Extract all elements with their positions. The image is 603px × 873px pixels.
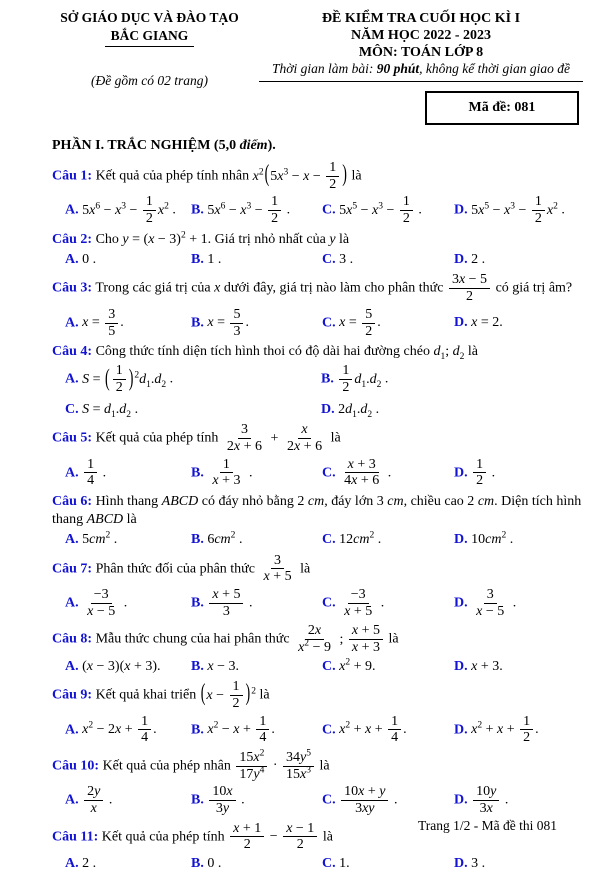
answer-options bbox=[52, 363, 583, 418]
text-run: . bbox=[245, 595, 253, 611]
math-expression: (x − $\frac{1}{2}$ )$^2$ bbox=[200, 679, 256, 711]
exam-title-line2: NĂM HỌC 2022 - 2023 bbox=[351, 28, 491, 44]
answer-key: C. bbox=[322, 532, 336, 548]
text-run: . bbox=[501, 792, 509, 808]
answer-option-b bbox=[191, 855, 318, 873]
text-run: . bbox=[557, 202, 565, 218]
answer-key: C. bbox=[322, 722, 336, 738]
math-expression: $\frac{2y}{x}$ bbox=[82, 793, 105, 808]
answer-option-c bbox=[322, 251, 450, 269]
question-10 bbox=[52, 750, 583, 817]
math-expression: $5x^6 - x^3$ − $\frac{1}{2}$ $x^2$ bbox=[82, 194, 169, 227]
answer-option-d bbox=[454, 251, 583, 269]
question-label: Câu 9: bbox=[52, 687, 93, 703]
question-text bbox=[52, 679, 583, 711]
math-expression: $\frac{3}{2x + 6}$ + $\frac{x}{2x + 6}$ bbox=[226, 422, 323, 454]
exam-title-line1: ĐỀ KIỂM TRA CUỐI HỌC KÌ I bbox=[321, 11, 521, 26]
answer-key: A. bbox=[65, 792, 79, 808]
math-expression: y bbox=[329, 231, 336, 247]
math-expression: $5x^5 - x^3$ − $\frac{1}{2}$ bbox=[339, 203, 415, 218]
exam-code-box bbox=[425, 91, 579, 125]
answer-option-a bbox=[65, 457, 187, 489]
duration-suffix: , không kể thời gian giao đề bbox=[419, 61, 570, 77]
math-expression: x = 2. bbox=[471, 315, 503, 331]
question-3 bbox=[52, 272, 583, 339]
text-run: 1. bbox=[339, 856, 350, 872]
answer-key: B. bbox=[191, 658, 204, 674]
answer-option-c bbox=[322, 714, 450, 746]
math-expression: $x^2 - 2x$ + $\frac{1}{4}$ . bbox=[82, 713, 157, 746]
text-run: 0 . bbox=[207, 856, 222, 872]
answer-option-d bbox=[454, 784, 583, 816]
question-label: Câu 1: bbox=[52, 168, 93, 184]
answer-option-d bbox=[454, 587, 583, 619]
answer-key: B. bbox=[191, 464, 204, 480]
answer-option-b bbox=[191, 251, 318, 269]
text-run: là bbox=[384, 631, 399, 647]
text-run: . bbox=[166, 371, 174, 387]
math-expression: x bbox=[214, 280, 221, 296]
answer-key: C. bbox=[322, 202, 336, 218]
text-run: là bbox=[123, 512, 137, 528]
answer-option-b bbox=[191, 307, 318, 339]
question-text bbox=[52, 422, 583, 454]
answer-key: B. bbox=[191, 856, 204, 872]
answer-key: A. bbox=[65, 371, 79, 387]
answer-key: A. bbox=[65, 202, 79, 218]
math-expression: $\frac{3}{x + 5}$ bbox=[263, 552, 292, 585]
math-expression: S = ( $\frac{1}{2}$ )$^2d_1.d_2$ bbox=[82, 363, 167, 396]
answer-option-a bbox=[65, 784, 187, 816]
answer-key: C. bbox=[322, 315, 336, 331]
math-expression: $\frac{15x^2}{17y^4}$ · $\frac{34y^5}{15x^3}$ bbox=[234, 758, 316, 773]
question-label: Câu 2: bbox=[52, 231, 93, 247]
text-run: Kết quả của phép tính bbox=[101, 829, 229, 845]
text-run: có giá trị âm? bbox=[492, 280, 573, 296]
question-label: Câu 4: bbox=[52, 344, 93, 360]
answer-options bbox=[52, 587, 583, 619]
answer-option-c bbox=[322, 784, 450, 816]
answer-option-c bbox=[322, 194, 450, 226]
duration-prefix: Thời gian làm bài: bbox=[272, 61, 377, 77]
exam-title-line3: MÔN: TOÁN LỚP 8 bbox=[358, 45, 484, 61]
exam-title-block bbox=[259, 10, 583, 125]
text-run: có đáy nhỏ bằng 2 bbox=[198, 493, 308, 509]
text-run: . bbox=[506, 532, 514, 548]
answer-option-d bbox=[454, 531, 583, 549]
text-run: . bbox=[120, 595, 128, 611]
answer-key: D. bbox=[454, 792, 468, 808]
answer-option-a bbox=[65, 855, 187, 873]
text-run: là bbox=[316, 758, 330, 774]
text-run: 2 . bbox=[82, 856, 97, 872]
math-expression: x + 3. bbox=[471, 658, 503, 674]
math-expression: $\frac{1}{2}$ bbox=[471, 465, 488, 480]
text-run: Mẫu thức chung của hai phân thức bbox=[95, 631, 294, 647]
text-run: Kết quả khai triển bbox=[95, 687, 200, 703]
text-run: , đáy lớn 3 bbox=[324, 493, 388, 509]
answer-key: D. bbox=[454, 722, 468, 738]
question-text bbox=[52, 160, 583, 192]
answer-key: B. bbox=[191, 722, 204, 738]
answer-key: A. bbox=[65, 532, 79, 548]
text-run: . bbox=[384, 464, 392, 480]
answer-key: A. bbox=[65, 251, 79, 267]
text-run: Phân thức đối của phân thức bbox=[95, 561, 259, 577]
answer-option-a bbox=[65, 587, 187, 619]
text-run: là bbox=[347, 168, 362, 184]
text-run: . Diện tích hình thang bbox=[52, 493, 582, 528]
question-label: Câu 5: bbox=[52, 430, 93, 446]
math-expression: $\frac{10x}{3y}$ bbox=[207, 793, 237, 808]
answer-option-b bbox=[191, 587, 318, 619]
exam-code-label: Mã đề: 081 bbox=[468, 100, 536, 116]
answer-options bbox=[52, 784, 583, 816]
text-run: Công thức tính diện tích hình thoi có độ dài hai đường chéo bbox=[95, 344, 434, 360]
question-label: Câu 8: bbox=[52, 631, 93, 647]
answer-key: C. bbox=[322, 464, 336, 480]
math-expression: x − 3. bbox=[207, 658, 239, 674]
math-expression: $\frac{3x - 5}{2}$ bbox=[447, 281, 492, 296]
answer-key: B. bbox=[321, 371, 334, 387]
text-run: là bbox=[296, 561, 311, 577]
math-expression: cm bbox=[387, 493, 404, 509]
answer-key: B. bbox=[191, 595, 204, 611]
question-text bbox=[52, 623, 583, 655]
math-expression: $10cm^2$ bbox=[471, 530, 507, 548]
section-title-text: PHẦN I. TRẮC NGHIỆM (5,0 bbox=[52, 138, 240, 154]
answer-key: A. bbox=[65, 722, 79, 738]
math-expression: $\frac{10x + y}{3xy}$ bbox=[339, 793, 390, 808]
math-expression: $x^2 - x$ + $\frac{1}{4}$ . bbox=[207, 713, 275, 746]
section-title bbox=[52, 138, 583, 154]
question-2 bbox=[52, 231, 583, 269]
math-expression: x = $\frac{5}{2}$ . bbox=[339, 306, 381, 339]
text-run: . bbox=[374, 532, 382, 548]
answer-key: C. bbox=[322, 658, 336, 674]
answer-key: A. bbox=[65, 315, 79, 331]
answer-key: C. bbox=[322, 856, 336, 872]
answer-options bbox=[52, 714, 583, 746]
math-expression: $d_1$; $d_2$ bbox=[433, 344, 465, 362]
math-expression: $\frac{1}{2}$ $d_1.d_2$ bbox=[337, 372, 381, 387]
answer-options bbox=[52, 531, 583, 549]
question-1 bbox=[52, 160, 583, 227]
text-run: . bbox=[377, 595, 385, 611]
question-9 bbox=[52, 679, 583, 746]
math-expression: ABCD bbox=[86, 512, 124, 528]
question-text bbox=[52, 272, 583, 304]
text-run: . bbox=[390, 792, 398, 808]
exam-duration-line bbox=[259, 61, 583, 82]
answer-option-a bbox=[65, 531, 187, 549]
text-run: . bbox=[168, 202, 176, 218]
question-label: Câu 11: bbox=[52, 829, 99, 845]
answer-key: D. bbox=[454, 251, 468, 267]
answer-option-a bbox=[65, 714, 187, 746]
question-7 bbox=[52, 553, 583, 620]
header bbox=[52, 10, 583, 125]
text-run: . Giá trị nhỏ nhất của bbox=[207, 231, 330, 247]
math-expression: $x^2 + 9$. bbox=[339, 657, 376, 674]
text-run: là bbox=[255, 687, 270, 703]
answer-key: D. bbox=[454, 595, 468, 611]
page-footer: Trang 1/2 - Mã đề thi 081 bbox=[418, 818, 557, 833]
text-run: Kết quả của phép tính nhân bbox=[95, 168, 253, 184]
answer-option-a bbox=[65, 251, 187, 269]
answer-option-d bbox=[454, 714, 583, 746]
answer-key: A. bbox=[65, 658, 79, 674]
text-run: . bbox=[110, 532, 118, 548]
answer-option-c bbox=[65, 401, 317, 419]
math-expression: $y = (x - 3)^2 + 1$ bbox=[122, 230, 208, 247]
text-run: dưới đây, giá trị nào làm cho phân thức bbox=[220, 280, 447, 296]
answer-key: A. bbox=[65, 464, 79, 480]
question-text bbox=[52, 493, 583, 529]
math-expression: $S = d_1.d_2$ bbox=[82, 401, 132, 420]
issuer-province-wrap bbox=[52, 28, 247, 47]
answer-option-b bbox=[191, 531, 318, 549]
answer-key: D. bbox=[454, 202, 468, 218]
answer-key: D. bbox=[454, 315, 468, 331]
answer-key: C. bbox=[322, 251, 336, 267]
question-5 bbox=[52, 422, 583, 489]
answer-option-c bbox=[322, 658, 450, 676]
answer-option-c bbox=[322, 457, 450, 489]
text-run: . bbox=[131, 401, 139, 417]
question-text bbox=[52, 553, 583, 585]
question-text bbox=[52, 750, 583, 782]
text-run: . bbox=[237, 792, 245, 808]
answer-option-d bbox=[454, 855, 583, 873]
question-4 bbox=[52, 343, 583, 418]
text-run: Trong các giá trị của bbox=[95, 280, 215, 296]
question-text bbox=[52, 343, 583, 361]
text-run: 2 . bbox=[471, 251, 486, 267]
answer-option-d bbox=[454, 658, 583, 676]
text-run: . bbox=[283, 202, 291, 218]
math-expression: cm bbox=[477, 493, 495, 509]
answer-key: D. bbox=[454, 532, 468, 548]
math-expression: (x − 3)(x + 3). bbox=[82, 658, 161, 674]
math-expression: $\frac{x + 3}{4x + 6}$ bbox=[344, 456, 380, 489]
math-expression: $\frac{x + 1}{2}$ − $\frac{x - 1}{2}$ bbox=[228, 829, 319, 844]
answer-option-d bbox=[454, 194, 583, 226]
math-expression: x = $\frac{5}{3}$ . bbox=[207, 306, 249, 339]
answer-option-c bbox=[322, 307, 450, 339]
text-run: là bbox=[464, 344, 479, 360]
issuer-name: SỞ GIÁO DỤC VÀ ĐÀO TẠO bbox=[60, 10, 239, 25]
math-expression: $\frac{1}{4}$ bbox=[82, 465, 99, 480]
answer-options bbox=[52, 194, 583, 226]
question-label: Câu 7: bbox=[52, 561, 93, 577]
answer-key: B. bbox=[191, 792, 204, 808]
text-run: 1 . bbox=[207, 251, 222, 267]
math-expression: $\frac{10y}{3x}$ bbox=[471, 793, 501, 808]
text-run: là bbox=[319, 829, 333, 845]
answer-key: B. bbox=[191, 315, 204, 331]
question-text bbox=[52, 231, 583, 249]
section-title-suffix: ). bbox=[267, 138, 276, 154]
math-expression: $\frac{3}{x - 5}$ bbox=[476, 587, 505, 619]
answer-option-c bbox=[322, 855, 450, 873]
answer-key: B. bbox=[191, 202, 204, 218]
math-expression: $\frac{-3}{x - 5}$ bbox=[87, 587, 116, 619]
text-run: Kết quả của phép tính bbox=[95, 430, 222, 446]
issuer-block bbox=[52, 10, 247, 125]
answer-option-b bbox=[191, 784, 318, 816]
answer-key: C. bbox=[65, 401, 79, 417]
text-run: . bbox=[372, 401, 380, 417]
answer-key: D. bbox=[454, 856, 468, 872]
answer-options bbox=[52, 457, 583, 489]
text-run: là bbox=[327, 430, 341, 446]
answer-options bbox=[52, 855, 583, 873]
text-run: Kết quả của phép nhân bbox=[102, 758, 235, 774]
section-title-em: điểm bbox=[239, 138, 268, 154]
text-run: . bbox=[414, 202, 422, 218]
text-run: 0 . bbox=[82, 251, 97, 267]
answer-options bbox=[52, 307, 583, 339]
math-expression: $x^2 + x$ + $\frac{1}{2}$ . bbox=[471, 713, 539, 746]
text-run: . bbox=[509, 595, 517, 611]
answer-option-b bbox=[191, 658, 318, 676]
answer-option-d bbox=[454, 457, 583, 489]
math-expression: $5cm^2$ bbox=[82, 530, 111, 548]
text-run: Hình thang bbox=[95, 493, 162, 509]
math-expression: $5x^6 - x^3$ − $\frac{1}{2}$ bbox=[207, 203, 283, 218]
math-expression: $2d_1.d_2$ bbox=[338, 401, 373, 420]
answer-key: D. bbox=[454, 658, 468, 674]
answer-key: A. bbox=[65, 595, 79, 611]
math-expression: $12cm^2$ bbox=[339, 530, 375, 548]
question-label: Câu 10: bbox=[52, 758, 100, 774]
answer-key: B. bbox=[191, 251, 204, 267]
text-run: . bbox=[245, 464, 253, 480]
math-expression: $\frac{2x}{x^2 - 9}$ ; $\frac{x + 5}{x + 3}$ bbox=[293, 632, 385, 647]
answer-option-b bbox=[321, 363, 583, 395]
answer-option-b bbox=[191, 457, 318, 489]
question-label: Câu 6: bbox=[52, 493, 93, 509]
text-run: . bbox=[235, 532, 243, 548]
pages-note: (Đề gồm có 02 trang) bbox=[91, 72, 208, 88]
answer-option-c bbox=[322, 587, 450, 619]
answer-option-a bbox=[65, 307, 187, 339]
question-8 bbox=[52, 623, 583, 675]
text-run: . bbox=[381, 371, 389, 387]
math-expression: $5x^5 - x^3$ − $\frac{1}{2}$ $x^2$ bbox=[471, 194, 558, 227]
answer-option-d bbox=[321, 401, 583, 419]
answer-options bbox=[52, 658, 583, 676]
text-run: là bbox=[335, 231, 350, 247]
math-expression: $6cm^2$ bbox=[207, 530, 236, 548]
issuer-province: BẮC GIANG bbox=[105, 28, 195, 47]
question-6 bbox=[52, 493, 583, 549]
math-expression: $\frac{-3}{x + 5}$ bbox=[344, 587, 373, 619]
answer-option-a bbox=[65, 194, 187, 226]
answer-options bbox=[52, 251, 583, 269]
answer-key: A. bbox=[65, 856, 79, 872]
answer-option-d bbox=[454, 314, 583, 332]
question-label: Câu 3: bbox=[52, 280, 93, 296]
math-expression: $x^2(5x^3 - x$ − $\frac{1}{2}$ ) bbox=[252, 160, 347, 192]
answer-option-b bbox=[191, 194, 318, 226]
math-expression: cm bbox=[307, 493, 325, 509]
answer-option-c bbox=[322, 531, 450, 549]
math-expression: ABCD bbox=[161, 493, 199, 509]
answer-key: D. bbox=[454, 464, 468, 480]
questions bbox=[52, 160, 583, 872]
answer-key: C. bbox=[322, 792, 336, 808]
math-expression: x = $\frac{3}{5}$ . bbox=[82, 306, 124, 339]
text-run: Cho bbox=[95, 231, 123, 247]
text-run: . bbox=[99, 464, 107, 480]
text-run: , chiều cao 2 bbox=[403, 493, 478, 509]
text-run: 3 . bbox=[339, 251, 354, 267]
text-run: . bbox=[488, 464, 496, 480]
answer-option-a bbox=[65, 658, 187, 676]
text-run: . bbox=[105, 792, 113, 808]
math-expression: $\frac{x + 5}{3}$ bbox=[207, 596, 245, 611]
answer-key: B. bbox=[191, 532, 204, 548]
answer-option-b bbox=[191, 714, 318, 746]
duration-value: 90 phút bbox=[376, 61, 420, 77]
answer-key: D. bbox=[321, 401, 335, 417]
answer-key: C. bbox=[322, 595, 336, 611]
math-expression: $x^2 + x$ + $\frac{1}{4}$ . bbox=[339, 713, 407, 746]
math-expression: $\frac{1}{x + 3}$ bbox=[212, 456, 241, 489]
text-run: 3 . bbox=[471, 856, 486, 872]
answer-option-a bbox=[65, 363, 317, 395]
